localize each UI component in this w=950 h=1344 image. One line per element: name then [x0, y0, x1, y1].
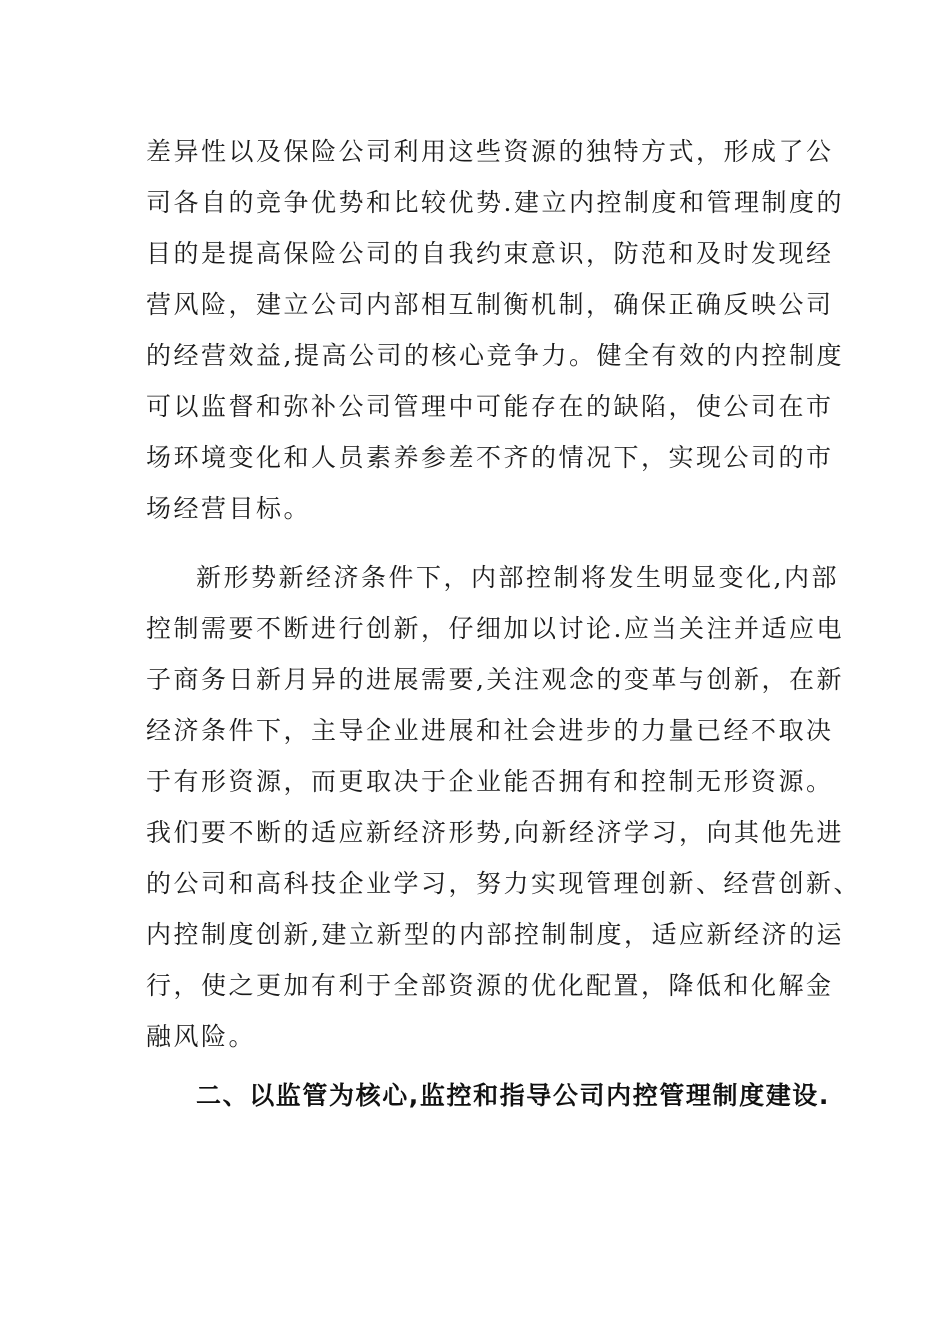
- paragraph-competitive-advantage: [146, 126, 844, 534]
- paragraph-new-economy: [146, 552, 862, 1062]
- text-line: 子商务日新月异的进展需要,关注观念的变革与创新，在新: [146, 665, 844, 694]
- text-line: 的公司和高科技企业学习，努力实现管理创新、经营创新、: [146, 869, 862, 898]
- text-line: 可以监督和弥补公司管理中可能存在的缺陷，使公司在市: [146, 392, 834, 421]
- text-line: 融风险。: [146, 1022, 257, 1051]
- text-line: 司各自的竞争优势和比较优势.建立内控制度和管理制度的: [146, 188, 844, 217]
- text-line: 内控制度创新,建立新型的内部控制制度，适应新经济的运: [146, 920, 844, 949]
- section-heading: 二、以监管为核心,监控和指导公司内控管理制度建设.: [196, 1081, 830, 1110]
- text-line: 场经营目标。: [146, 494, 312, 523]
- text-line: 差异性以及保险公司利用这些资源的独特方式，形成了公: [146, 137, 834, 166]
- text-line: 控制需要不断进行创新，仔细加以讨论.应当关注并适应电: [146, 614, 844, 643]
- text-line: 场环境变化和人员素养参差不齐的情况下，实现公司的市: [146, 443, 834, 472]
- text-line: 新形势新经济条件下，内部控制将发生明显变化,内部: [196, 563, 839, 592]
- text-line: 于有形资源，而更取决于企业能否拥有和控制无形资源。: [146, 767, 834, 796]
- text-line: 目的是提高保险公司的自我约束意识，防范和及时发现经: [146, 239, 834, 268]
- text-line: 我们要不断的适应新经济形势,向新经济学习，向其他先进: [146, 818, 844, 847]
- text-line: 经济条件下，主导企业进展和社会进步的力量已经不取决: [146, 716, 834, 745]
- text-line: 行，使之更加有利于全部资源的优化配置，降低和化解金: [146, 971, 834, 1000]
- text-line: 营风险，建立公司内部相互制衡机制，确保正确反映公司: [146, 290, 834, 319]
- text-line: 的经营效益,提高公司的核心竞争力。健全有效的内控制度: [146, 341, 844, 370]
